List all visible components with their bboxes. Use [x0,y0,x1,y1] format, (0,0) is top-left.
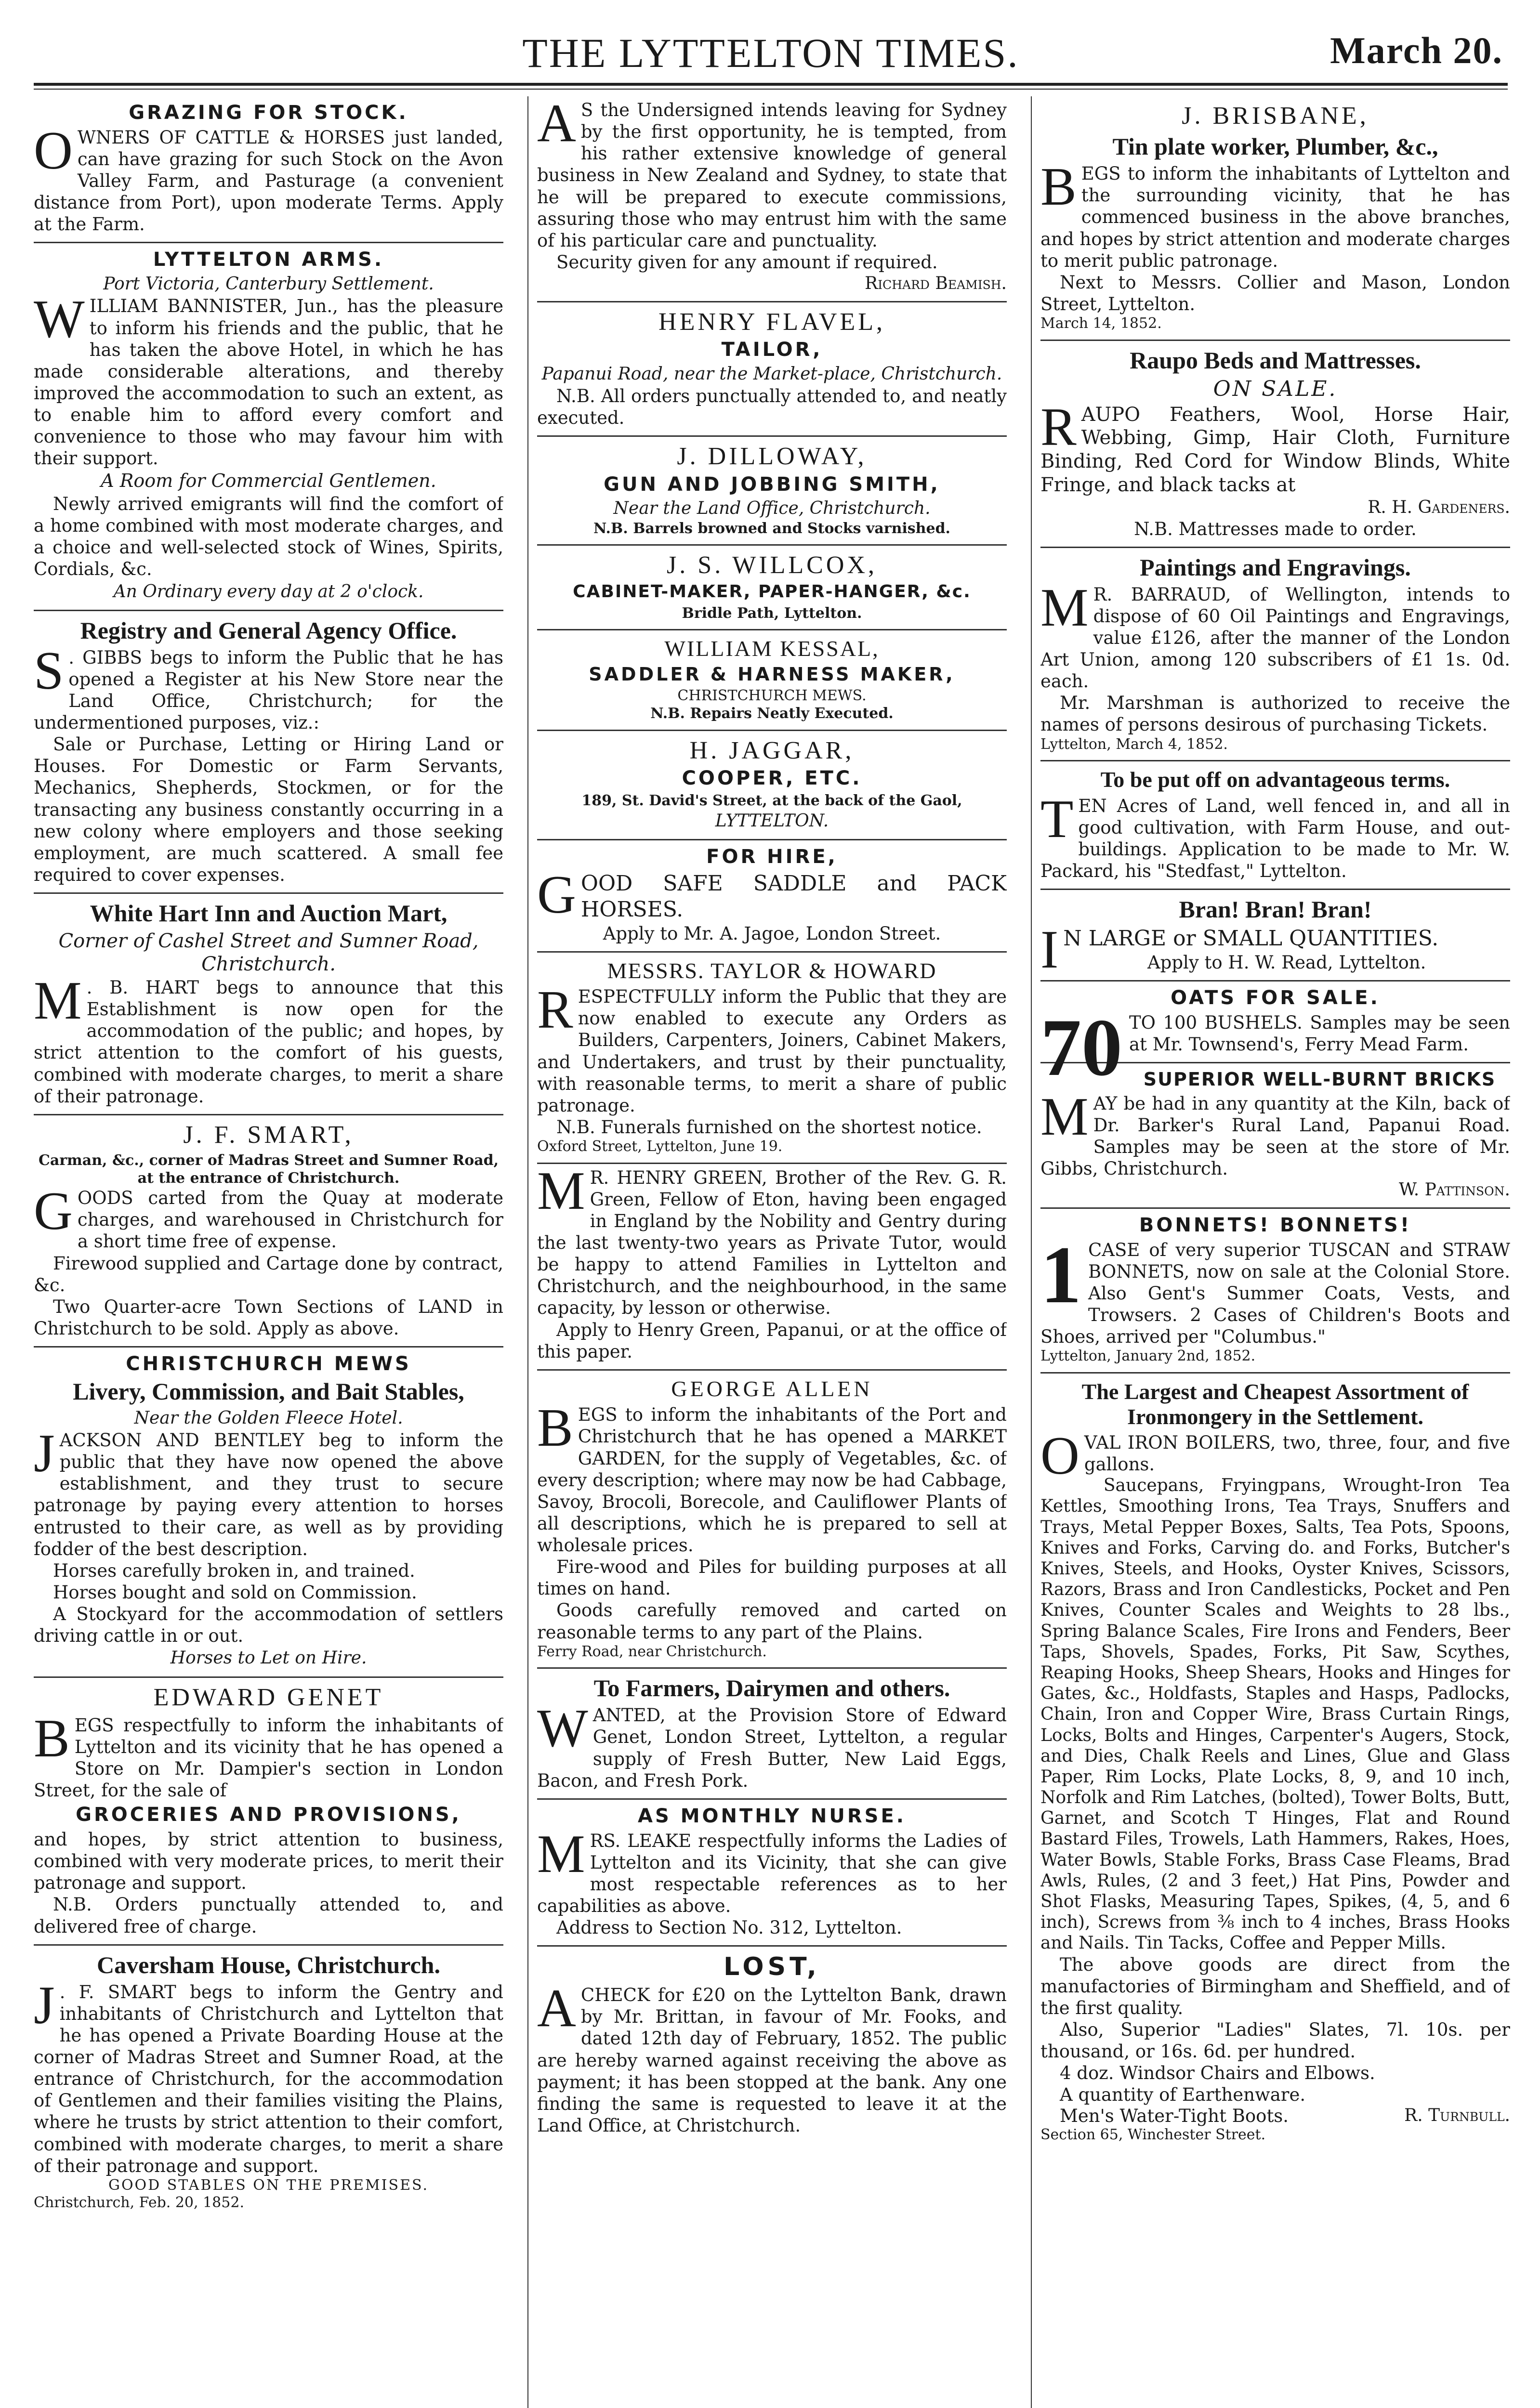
ad-body: Men's Water-Tight Boots. [1060,2106,1289,2127]
ad-body: Two Quarter-acre Town Sections of LAND in Christchurch to be sold. Apply as above. [34,1296,503,1339]
ad-body: . GIBBS begs to inform the Public that he has opened a Register at his New Store near the Land Office, Christchurch; for the undermentioned purposes, viz.: [34,647,503,733]
drop-numeral: 1 [1040,1229,1081,1320]
ad-body: N.B. All orders punctually attended to, and neatly executed. [537,386,1007,429]
drop-cap: W [537,1699,588,1759]
drop-cap: R [1040,397,1077,457]
ad-heading: J. DILLOWAY, [677,443,867,471]
ad-beamish [537,96,1007,302]
ad-heading: EDWARD GENET [153,1683,384,1711]
ad-subheading-2: LYTTELTON. [715,811,829,831]
ad-body: Apply to Mr. A. Jagoe, London Street. [603,923,941,944]
ad-body: EGS to inform the inhabitants of the Port and Christchurch that he has opened a MARKET GARDEN, for the supply of Vegetables, &c. of every description; where may now be had Cabbage, Savoy, Brocoli, Borecole, and Cauliflower Plants of all descriptions, which he is prepared to sell at wholesale prices. [537,1404,1007,1556]
drop-cap: I [1040,920,1059,980]
ad-heading: White Hart Inn and Auction Mart, [90,900,448,927]
ad-body: EGS to inform the inhabitants of Lyttelton and the surrounding vicinity, that he has commenced business in the above branches, and hopes by strict attention and moderate charges to merit public patronage. [1040,163,1510,271]
ad-subheading: CHRISTCHURCH MEWS. [677,687,867,705]
ad-body: Newly arrived emigrants will find the comfort of a home combined with most moderate charges, and a choice and well-selected stock of Wines, Spirits, Cordials, &c. [34,494,503,580]
ad-land-terms [1040,761,1510,890]
ad-heading: BONNETS! BONNETS! [1139,1214,1412,1236]
ad-heading: To be put off on advantageous terms. [1100,767,1450,792]
ad-body: N.B. Repairs Neatly Executed. [650,705,894,722]
ad-henry-green [537,1161,1007,1371]
ad-brisbane [1040,96,1510,341]
ad-lyttelton-arms [34,243,503,611]
ad-signature: R. Turnbull. [1404,2106,1510,2126]
masthead-rule-thin [34,89,1508,90]
ad-kessal [537,630,1007,731]
ad-body: A Stockyard for the accommodation of settlers driving cattle in or out. [34,1604,503,1647]
ad-signature: Richard Beamish. [865,274,1007,293]
ad-ironmongery [1040,1374,1510,2151]
ad-heading: H. JAGGAR, [689,736,855,764]
ad-body: TO 100 BUSHELS. Samples may be seen at Mr. Townsend's, Ferry Mead Farm. [1129,1012,1510,1055]
drop-cap: M [1040,577,1089,638]
ad-body: Address to Section No. 312, Lyttelton. [556,1917,902,1938]
ad-heading-2: Tin plate worker, Plumber, &c., [1112,133,1438,160]
issue-date: March 20. [1330,29,1503,71]
ad-body: N LARGE or SMALL QUANTITIES. [1063,926,1439,951]
ad-body: Horses bought and sold on Commission. [53,1582,417,1603]
ad-body: Fire-wood and Piles for building purposes at all times on hand. [537,1557,1007,1599]
column-3 [1040,96,1510,2408]
ad-heading: J. F. SMART, [183,1121,354,1149]
ad-body: RS. LEAKE respectfully informs the Ladies of Lyttelton and its Vicinity, that she can give most respectable references as to her capabilities as above. [537,1830,1007,1916]
ad-body: VAL IRON BOILERS, two, three, four, and five gallons. [1084,1432,1510,1475]
ad-body: EGS respectfully to inform the inhabitants of Lyttelton and its vicinity that he has opened a Store on Mr. Dampier's section in London Street, for the sale of [34,1714,503,1801]
ad-subheading: Near the Land Office, Christchurch. [613,498,931,519]
drop-cap: J [34,1424,55,1484]
ad-subheading: Corner of Cashel Street and Sumner Road, Christchurch. [58,930,479,976]
ad-note: An Ordinary every day at 2 o'clock. [113,581,424,602]
ad-willcox [537,546,1007,630]
ad-feature: GROCERIES AND PROVISIONS, [76,1804,461,1826]
ad-registry [34,611,503,894]
ad-note: A Room for Commercial Gentlemen. [101,470,436,492]
ad-heading: FOR HIRE, [706,846,838,868]
ad-note: Horses to Let on Hire. [170,1648,367,1668]
ad-heading: To Farmers, Dairymen and others. [593,1675,950,1702]
column-divider [527,96,528,2408]
ad-body: . F. SMART begs to inform the Gentry and inhabitants of Christchurch and Lyttelton that he has opened a Private Boarding House at the corner of Madras Street and Sumner Road, at the entrance of Christchurch, for the accommodation of Gentlemen and their families visiting the Plains, where he trusts by strict attention to their comfort, combined with moderate charges, to merit a share of their patronage and support. [34,1981,503,2176]
drop-cap: M [537,1824,585,1884]
drop-cap: T [1040,789,1074,849]
ad-body: and hopes, by strict attention to business, combined with very moderate prices, to merit their patronage and support. [34,1829,503,1894]
ad-bran [1040,890,1510,982]
ad-body: R. HENRY GREEN, Brother of the Rev. G. R. Green, Fellow of Eton, having been engaged in England by the Nobility and Gentry during the last twenty-two years as Private Tutor, would be happy to attend Families in Lyttelton and Christchurch, and the neighbourhood, in the same capacity, by lesson or otherwise. [537,1167,1007,1319]
ad-body: Apply to Henry Green, Papanui, or at the office of this paper. [537,1319,1007,1362]
ad-body: AUPO Feathers, Wool, Horse Hair, Webbing, Gimp, Hair Cloth, Furniture Binding, Red Cord for Window Blinds, White Fringe, and black tacks at [1040,403,1510,496]
drop-cap: B [34,1708,70,1768]
ad-heading: SUPERIOR WELL-BURNT BRICKS [1143,1069,1496,1090]
ad-body: . B. HART begs to announce that this Establishment is now open for the accommodation of the public; and hopes, by strict attention to the comfort of his guests, combined with moderate charges, to merit a share of their patronage. [34,977,503,1107]
ad-heading: CHRISTCHURCH MEWS [126,1353,411,1375]
drop-cap: R [537,980,573,1040]
ad-lost [537,1947,1007,2143]
ad-body: N.B. Barrels browned and Stocks varnished. [593,520,951,537]
ad-taylor-howard [537,953,1007,1164]
ad-date: Oxford Street, Lyttelton, June 19. [537,1138,783,1155]
drop-cap: O [34,120,73,181]
ad-paintings [1040,548,1510,761]
ad-body: Mr. Marshman is authorized to receive the names of persons desirous of purchasing Tickets. [1040,693,1510,735]
ad-heading: LYTTELTON ARMS. [153,249,384,271]
ad-body: ESPECTFULLY inform the Public that they are now enabled to execute any Orders as Builders, Carpenters, Joiners, Cabinet Makers, and Undertakers, and trust by their punctuality, with reasonable terms, to merit a share of public patronage. [537,986,1007,1116]
ad-body: Goods carefully removed and carted on reasonable terms to any part of the Plains. [537,1600,1007,1643]
ad-date: Lyttelton, January 2nd, 1852. [1040,1348,1256,1365]
ad-date: Christchurch, Feb. 20, 1852. [34,2194,244,2212]
masthead-rule [34,83,1508,86]
ad-body: Also, Superior "Ladies" Slates, 7l. 10s. per thousand, or 16s. 6d. per hundred. [1040,2019,1510,2062]
ad-bonnets [1040,1209,1510,1374]
ad-body: R. BARRAUD, of Wellington, intends to dispose of 60 Oil Paintings and Engravings, value £126, after the manner of the London Art Union, among 120 subscribers of £1 1s. 0d. each. [1040,584,1510,692]
drop-cap: O [1040,1426,1079,1486]
ad-caversham-house [34,1946,503,2219]
ad-heading: OATS FOR SALE. [1171,987,1380,1009]
ad-raupo-beds [1040,341,1510,548]
newspaper-title: THE LYTTELTON TIMES. [522,30,1019,76]
ad-subheading: Near the Golden Fleece Hotel. [134,1408,403,1428]
ad-heading: J. S. WILLCOX, [667,551,877,579]
drop-numeral: 70 [1040,1002,1122,1093]
ad-jaggar [537,731,1007,841]
ad-body: Firewood supplied and Cartage done by contract, &c. [34,1253,503,1296]
column-divider [1031,96,1032,2408]
ad-heading: Caversham House, Christchurch. [97,1951,440,1978]
ad-body: EN Acres of Land, well fenced in, and all in good cultivation, with Farm House, and out-buildings. Application to be made to Mr. W. Packard, his "Stedfast," Lyttelton. [1040,795,1510,882]
ad-body: Sale or Purchase, Letting or Hiring Land or Houses. For Domestic or Farm Servants, Mechanics, Shepherds, Stockmen, or for the transacting any business constantly occurring in a new colony where employers and those seeking employment, are much scattered. A small fee required to cover expenses. [34,734,503,885]
ad-heading-2: GUN AND JOBBING SMITH, [604,473,940,496]
ad-heading-2: Livery, Commission, and Bait Stables, [73,1377,464,1405]
drop-cap: G [537,865,576,925]
drop-cap: S [34,641,64,701]
ad-heading-2: CABINET-MAKER, PAPER-HANGER, &c. [573,582,971,602]
ad-heading-2: SADDLER & HARNESS MAKER, [589,663,955,685]
ad-heading: Registry and General Agency Office. [80,616,457,644]
ad-date: March 14, 1852. [1040,315,1162,332]
ad-body: WNERS OF CATTLE & HORSES just landed, can have grazing for such Stock on the Avon Valley Farm, and Pasturage (a convenient distance from Port), upon moderate Terms. Apply at the Farm. [34,127,503,235]
drop-cap: G [34,1181,73,1242]
ad-body: CHECK for £20 on the Lyttelton Bank, drawn by Mr. Brittan, in favour of Mr. Fooks, and dated 12th day of February, 1852. The public are hereby warned against receiving the above as payment; it has been stopped at the bank. Any one finding the same is requested to leave it at the Land Office, at Christchurch. [537,1985,1007,2136]
ad-heading: Bran! Bran! Bran! [1179,896,1372,923]
ad-subheading: 189, St. David's Street, at the back of the Gaol, [581,792,962,809]
ad-body: ACKSON AND BENTLEY beg to inform the public that they have now opened the above establishment, and they trust to secure patronage by paying every attention to horses entrusted to their care, as well as by providing fodder of the best description. [34,1430,503,1559]
ad-heading: GEORGE ALLEN [671,1376,873,1401]
ad-flavel [537,302,1007,437]
ad-signature: W. Pattinson. [1398,1180,1510,1200]
masthead [34,29,1508,82]
drop-cap: J [34,1975,55,2035]
drop-cap: W [34,289,85,350]
drop-cap: B [537,1398,573,1458]
ad-date: Lyttelton, March 4, 1852. [1040,735,1228,753]
ad-note: GOOD STABLES ON THE PREMISES. [108,2176,429,2194]
ad-body: 4 doz. Windsor Chairs and Elbows. [1060,2063,1375,2084]
ad-heading-2: COOPER, ETC. [682,767,862,789]
ad-heading: MESSRS. TAYLOR & HOWARD [607,958,937,983]
ad-date: Section 65, Winchester Street. [1040,2126,1266,2144]
drop-cap: A [537,1978,576,2039]
ad-heading: The Largest and Cheapest Assortment of Ironmongery in the Settlement. [1081,1379,1469,1429]
ad-monthly-nurse [537,1800,1007,1947]
ad-to-farmers [537,1669,1007,1800]
drop-cap: A [537,96,576,153]
ad-heading: Raupo Beds and Mattresses. [1130,346,1421,374]
ad-body: CASE of very superior TUSCAN and STRAW BONNETS, now on sale at the Colonial Store. Also Gent's Summer Coats, Vests, and Trowsers. 2 Cases of Children's Boots and Shoes, arrived per "Columbus." [1040,1239,1510,1348]
ad-body: Apply to H. W. Read, Lyttelton. [1147,952,1426,973]
column-2 [537,96,1007,2408]
ad-body: N.B. Orders punctually attended to, and delivered free of charge. [34,1894,503,1937]
ad-body: OODS carted from the Quay at moderate charges, and warehoused in Christchurch for a short time free of expense. [77,1188,503,1252]
column-1 [34,96,503,2408]
ad-body: S the Undersigned intends leaving for Sydney by the first opportunity, he is tempted, from his rather extensive knowledge of general business in New Zealand and Sydney, to state that he will be prepared to execute commissions, assuring those who may entrust him with the same of his particular care and punctuality. [537,100,1007,251]
drop-cap: B [1040,157,1077,217]
ad-subheading: Carman, &c., corner of Madras Street and Sumner Road, at the entrance of Christchurch. [38,1152,499,1187]
ad-subheading: ON SALE. [1213,376,1338,401]
ad-body: Next to Messrs. Collier and Mason, London Street, Lyttelton. [1040,272,1510,314]
ad-body: OOD SAFE SADDLE and PACK HORSES. [580,871,1007,922]
ad-heading-2: TAILOR, [721,339,823,361]
ad-george-allen [537,1371,1007,1669]
ad-heading: LOST, [724,1952,820,1982]
ad-signature: R. H. Gardeners. [1368,497,1510,517]
ad-body: AY be had in any quantity at the Kiln, back of Dr. Barker's Rural Land, Papanui Road. Samples may be seen at the store of Mr. Gibbs, Christchurch. [1040,1093,1510,1179]
ad-heading: GRAZING FOR STOCK. [129,102,408,124]
ad-body: Security given for any amount if required. [556,251,938,273]
ad-subheading: Papanui Road, near the Market-place, Christchurch. [541,364,1002,384]
ad-subheading: Bridle Path, Lyttelton. [682,604,862,622]
ad-edward-genet [34,1678,503,1946]
ad-smart [34,1115,503,1348]
ad-date: Ferry Road, near Christchurch. [537,1643,767,1660]
ad-body: Horses carefully broken in, and trained. [53,1560,415,1581]
ad-body: The above goods are direct from the manufactories of Birmingham and Sheffield, and of the first quality. [1040,1954,1510,2018]
ad-heading: J. BRISBANE, [1182,102,1369,130]
ad-heading: AS MONTHLY NURSE. [638,1805,906,1827]
ad-body: ILLIAM BANNISTER, Jun., has the pleasure to inform his friends and the public, that he has taken the above Hotel, in which he has made considerable alterations, and thereby improved the accommodation to such an extent, as to enable him to afford every comfort and convenience to those who may favour him with their support. [34,296,503,469]
ad-heading: Paintings and Engravings. [1140,553,1411,581]
ad-body: N.B. Funerals furnished on the shortest notice. [556,1116,982,1138]
ad-heading: WILLIAM KESSAL, [664,636,880,661]
drop-cap: M [1040,1086,1089,1147]
ad-for-hire [537,840,1007,952]
ad-body: Saucepans, Fryingpans, Wrought-Iron Tea Kettles, Smoothing Irons, Tea Trays, Snuffers and Trays, Metal Pepper Boxes, Salts, Tea Pots, Spoons, Knives and Forks, Carving do. and Forks, Butcher's Knives, Steels, and Hooks, Oyster Knives, Scissors, Razors, Brass and Iron Candlesticks, Pocket and Pen Knives, Counter Scales and Weights to 28 lbs., Spring Balance Scales, Fire Irons and Fenders, Beer Taps, Shovels, Spades, Forks, Pit Saw, Scythes, Reaping Hooks, Sheep Shears, Hooks and Hinges for Gates, &c., Holdfasts, Staples and Hasps, Padlocks, Chain, Iron and Copper Wire, Brass Curtain Rings, Locks, Bolts and Hinges, Carpenter's Augers, Stock, and Dies, Chalk Reels and Lines, Glue and Glass Paper, Rim Locks, Plate Locks, 8, 9, and 10 inch, Norfolk and Rim Latches, (bolted), Tower Bolts, Butt, Garnet, and Scotch T Hinges, Flat and Round Bastard Files, Trowels, Lath Hammers, Rakes, Hoes, Water Bowls, Stable Forks, Brass Case Fleams, Brad Awls, Rules, (2 and 3 feet,) Hat Pins, Powder and Shot Flasks, Measuring Tapes, Spikes, (4, 5, and 6 inch), Screws from ⅜ inch to 4 inches, Brass Hooks and Nails. Tin Tacks, Coffee and Pepper Mills. [1040,1476,1510,1953]
drop-cap: M [34,971,82,1031]
ad-subheading: Port Victoria, Canterbury Settlement. [103,274,434,294]
ad-body: A quantity of Earthenware. [1060,2084,1306,2106]
ad-christchurch-mews [34,1348,503,1677]
ad-heading: HENRY FLAVEL, [658,308,885,336]
drop-cap: M [537,1161,585,1221]
ad-grazing [34,96,503,243]
ad-body: ANTED, at the Provision Store of Edward Genet, London Street, Lyttelton, a regular supply of Fresh Butter, New Laid Eggs, Bacon, and Fresh Pork. [537,1705,1007,1791]
ad-body: N.B. Mattresses made to order. [1134,518,1417,539]
ad-white-hart [34,894,503,1115]
ad-dilloway [537,437,1007,546]
